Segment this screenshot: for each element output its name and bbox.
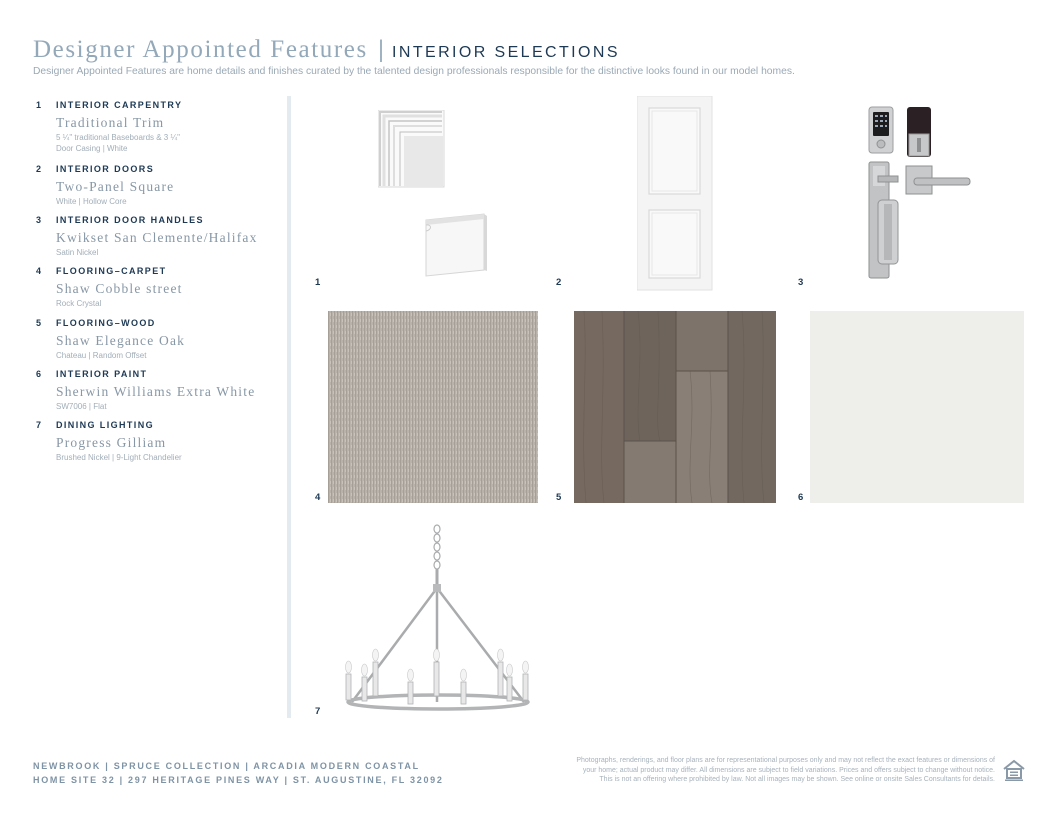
item-name: Two-Panel Square (56, 179, 175, 194)
two-panel-door-image (637, 96, 713, 291)
list-item (36, 100, 281, 164)
item-number: 7 (36, 419, 42, 430)
disclaimer-line: This is not an offering where prohibited by law. Not all images may be shown. See online or onsite Sales Consultants for details. (599, 776, 995, 783)
item-category: FLOORING–WOOD (56, 317, 156, 328)
image-number: 3 (798, 277, 804, 288)
item-name: Shaw Elegance Oak (56, 332, 186, 348)
section-title: INTERIOR SELECTIONS (392, 44, 620, 61)
list-item (36, 215, 281, 266)
item-name: Shaw Cobble street (56, 281, 183, 297)
item-detail (56, 132, 180, 154)
list-item (36, 266, 281, 317)
item-number: 6 (36, 368, 42, 379)
item-category: DINING LIGHTING (56, 419, 154, 430)
item-name: Progress Gilliam (56, 434, 167, 450)
footer-line: NEWBROOK | SPRUCE COLLECTION | ARCADIA MODERN COASTAL (33, 761, 420, 771)
image-number: 5 (556, 492, 562, 503)
item-number: 1 (36, 100, 42, 110)
image-number: 6 (798, 492, 804, 503)
list-item (36, 369, 281, 420)
item-name: Traditional Trim (56, 115, 165, 130)
footer-disclaimer (515, 756, 995, 785)
item-name: Kwikset San Clemente/Halifax (56, 230, 258, 246)
item-number: 2 (36, 164, 42, 174)
item-detail-line: 5 ¼" traditional Baseboards & 3 ¼" (56, 133, 180, 142)
list-item (36, 420, 281, 471)
item-category: INTERIOR DOOR HANDLES (56, 215, 204, 226)
trim-casing-image (378, 110, 446, 188)
footer-community-info (33, 759, 444, 787)
chandelier-image (340, 522, 536, 716)
item-detail: Chateau | Random Offset (56, 350, 147, 360)
item-detail: Rock Crystal (56, 299, 102, 309)
item-detail-line: Door Casing | White (56, 144, 128, 153)
paint-swatch-image (810, 311, 1024, 503)
item-category: FLOORING–CARPET (56, 266, 167, 277)
item-category: INTERIOR DOORS (56, 164, 155, 174)
page-title: Designer Appointed Features (33, 36, 368, 63)
carpet-swatch-image (328, 311, 538, 503)
title-separator: | (377, 36, 385, 63)
image-number: 2 (556, 277, 562, 288)
list-item (36, 164, 281, 215)
equal-housing-icon (1002, 758, 1026, 782)
selections-list (36, 100, 281, 471)
item-category: INTERIOR PAINT (56, 368, 148, 379)
item-detail: Satin Nickel (56, 248, 99, 258)
list-item (36, 318, 281, 369)
disclaimer-line: Photographs, renderings, and floor plans are for representational purposes only and may not reflect the exact features or dimensions of (576, 757, 995, 764)
door-hardware-image (866, 104, 972, 282)
vertical-divider (287, 96, 291, 718)
item-number: 4 (36, 266, 42, 277)
image-number: 1 (315, 277, 321, 288)
item-number: 3 (36, 215, 42, 226)
page-header (33, 36, 620, 64)
wood-floor-swatch-image (574, 311, 776, 503)
footer-line: HOME SITE 32 | 297 HERITAGE PINES WAY | ST. AUGUSTINE, FL 32092 (33, 775, 444, 785)
item-category: INTERIOR CARPENTRY (56, 100, 183, 110)
page-subtitle: Designer Appointed Features are home details and finishes curated by the talented design professionals responsible for the distinctive looks found in our model homes. (33, 66, 795, 77)
item-name: Sherwin Williams Extra White (56, 383, 256, 399)
item-detail: Brushed Nickel | 9-Light Chandelier (56, 452, 182, 462)
item-detail: White | Hollow Core (56, 197, 127, 206)
item-number: 5 (36, 317, 42, 328)
image-number: 7 (315, 706, 321, 717)
disclaimer-line: your home; actual product may differ. All dimensions are subject to field variations. Prices and offers subject to change without notice. (582, 766, 995, 774)
baseboard-image (424, 210, 488, 278)
item-detail: SW7006 | Flat (56, 401, 107, 411)
image-number: 4 (315, 492, 321, 503)
